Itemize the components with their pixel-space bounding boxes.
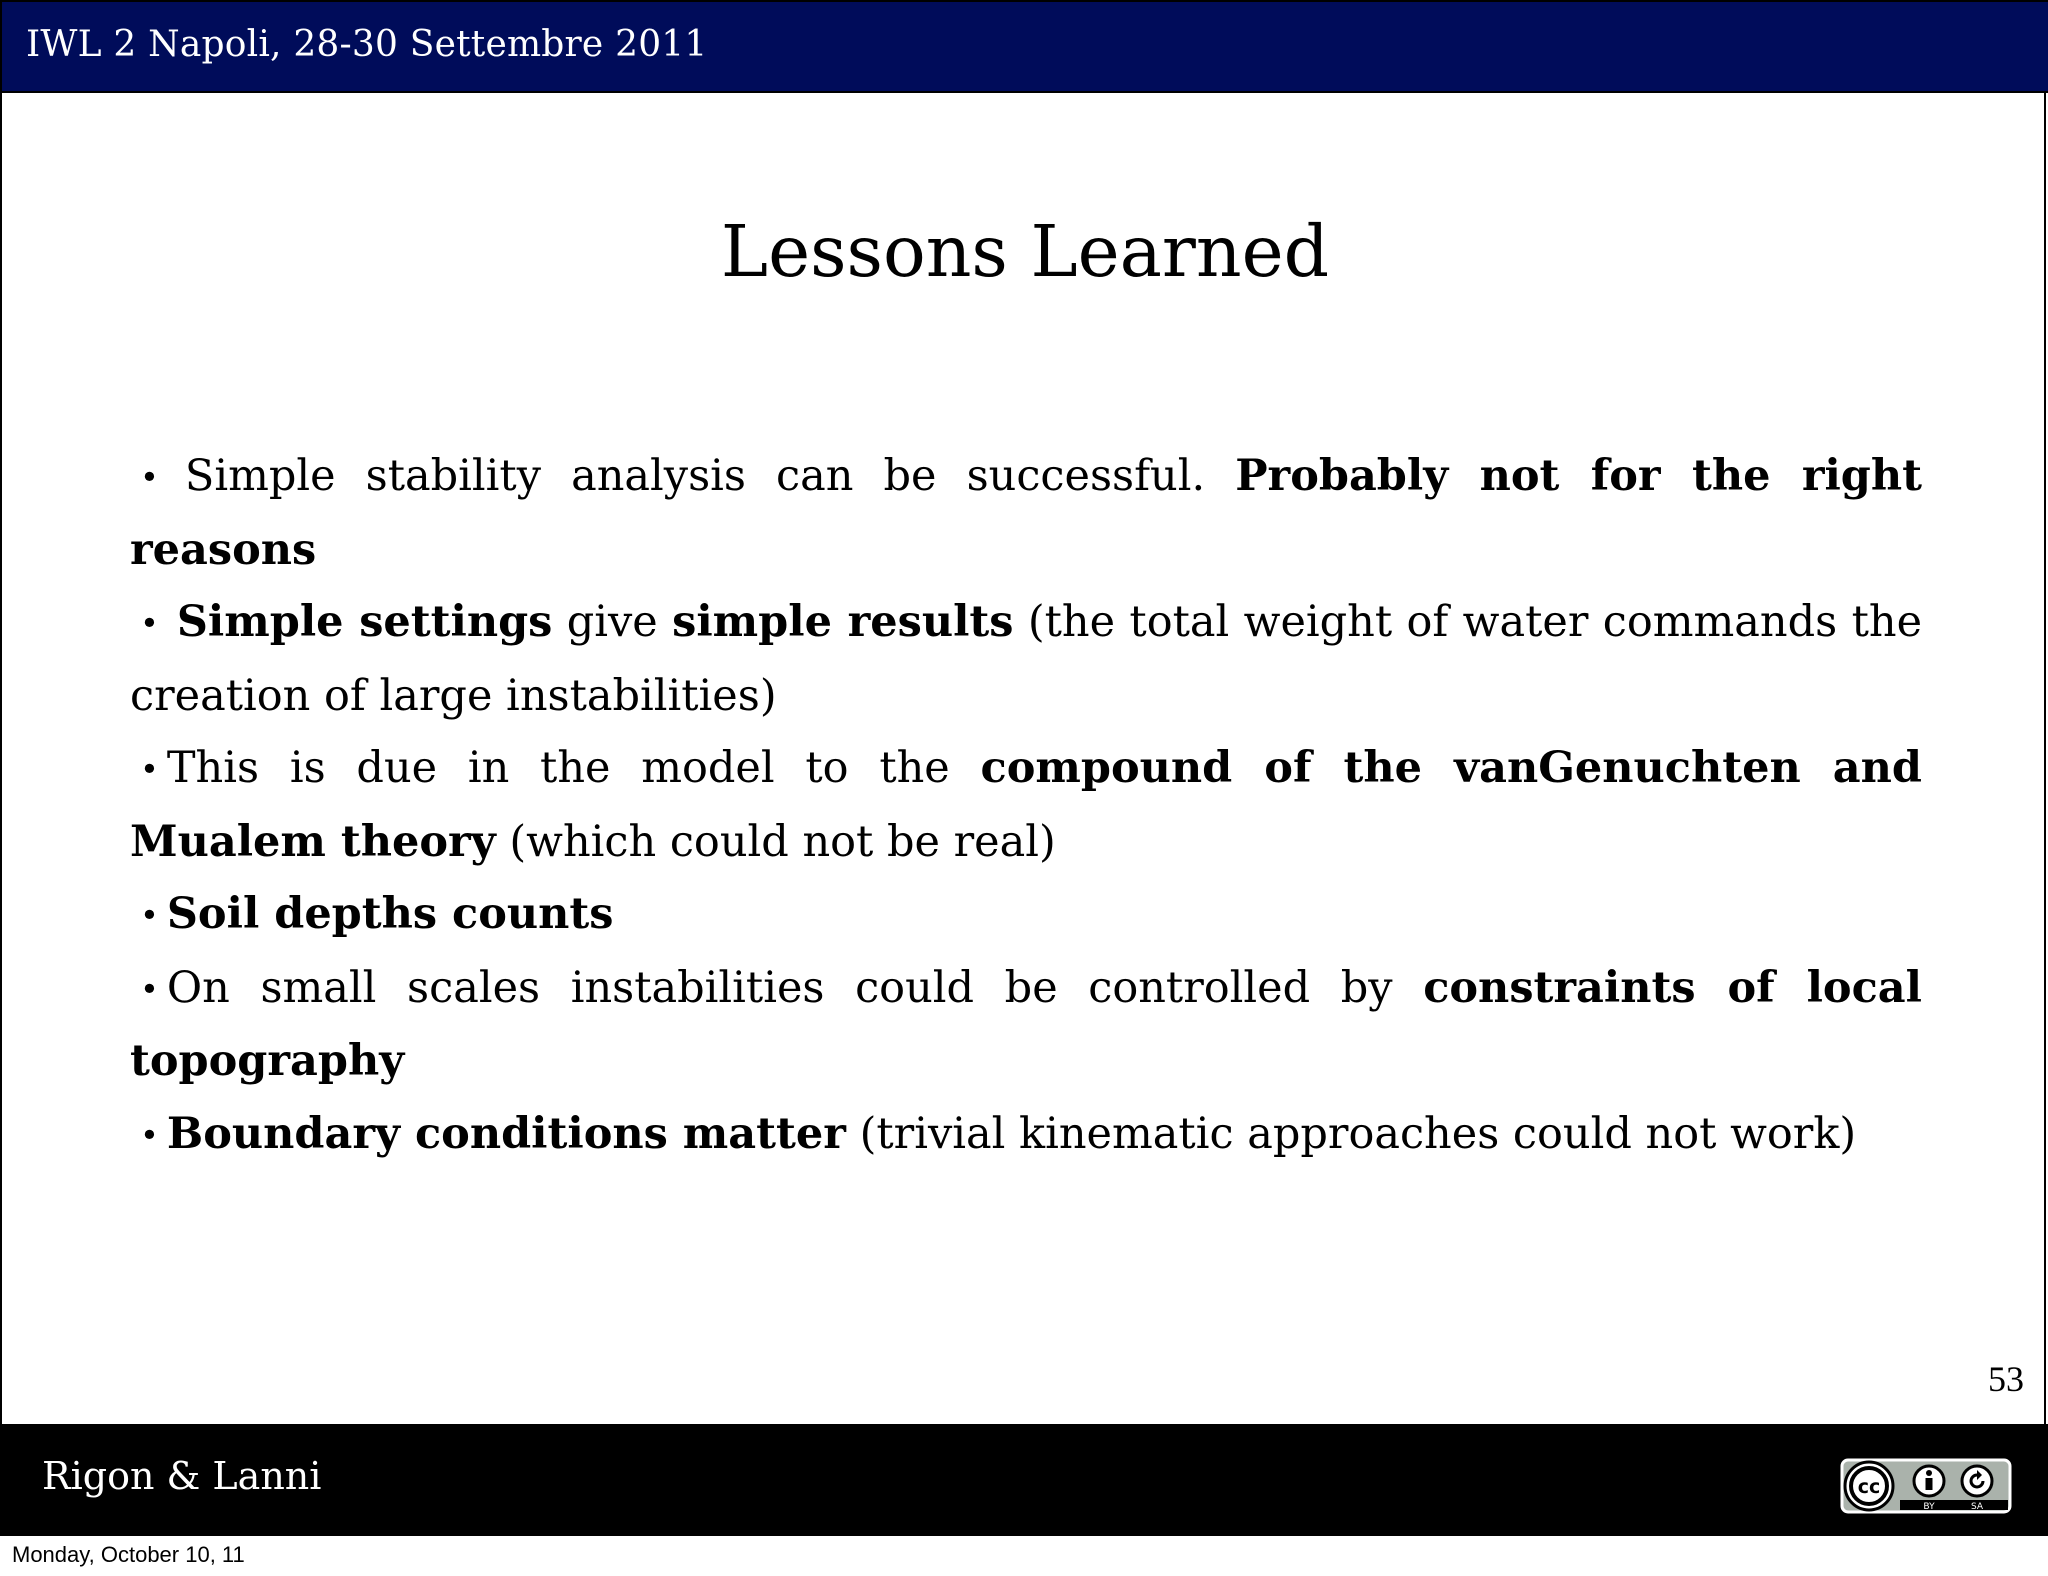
bullet-item — [130, 1098, 1922, 1172]
bullet-text: (which could not be real) — [495, 816, 1056, 867]
bullet-text: Simple stability analysis can be successful. — [184, 451, 1236, 501]
bullet-emphasis: Simple settings — [176, 597, 553, 647]
bullet-text: give — [552, 597, 673, 647]
bullet-text: On small scales instabilities could be controlled by — [166, 962, 1424, 1013]
bullet-text: (trivial kinematic approaches could not work) — [845, 1108, 1857, 1159]
bullet-item — [130, 440, 1922, 586]
bullet-item — [130, 732, 1922, 878]
bullet-item — [130, 878, 1922, 952]
bullet-emphasis: Soil depths counts — [166, 889, 614, 939]
header-bar — [2, 0, 2048, 93]
conference-title: IWL 2 Napoli, 28-30 Settembre 2011 — [26, 24, 708, 65]
date-stamp: Monday, October 10, 11 — [12, 1542, 245, 1567]
bullet-list — [130, 440, 1922, 1171]
footer-authors: Rigon & Lanni — [42, 1454, 322, 1498]
bullet-item — [130, 586, 1922, 732]
bullet-text: This is due in the model to the — [166, 743, 981, 793]
bullet-emphasis: constraints of local topography — [130, 962, 1922, 1086]
bullet-dot-icon: • — [140, 750, 159, 788]
cc-by-sa-icon — [1840, 1458, 2012, 1514]
bullet-dot-icon: • — [140, 1115, 159, 1154]
bullet-text: (the total weight of water commands the creation of large instabilities) — [130, 597, 1923, 721]
license-by-label: BY — [1923, 1502, 1935, 1512]
bullet-dot-icon: • — [140, 604, 159, 642]
license-sa-label: SA — [1970, 1502, 1984, 1512]
bullet-emphasis: Probably not for the right reasons — [130, 451, 1922, 575]
bullet-dot-icon: • — [140, 896, 159, 934]
bullet-emphasis: compound of the vanGenuchten and Mualem theory — [130, 743, 1922, 867]
bullet-item — [130, 952, 1922, 1098]
bullet-dot-icon: • — [140, 969, 159, 1008]
svg-text:cc: cc — [1857, 1476, 1881, 1498]
page-number: 53 — [1988, 1359, 2024, 1399]
bullet-emphasis: Boundary conditions matter — [166, 1108, 846, 1159]
bullet-dot-icon: • — [140, 458, 159, 496]
bullet-emphasis: simple results — [672, 597, 1014, 647]
slide-title: Lessons Learned — [720, 209, 1330, 293]
footer-bar — [2, 1424, 2048, 1536]
